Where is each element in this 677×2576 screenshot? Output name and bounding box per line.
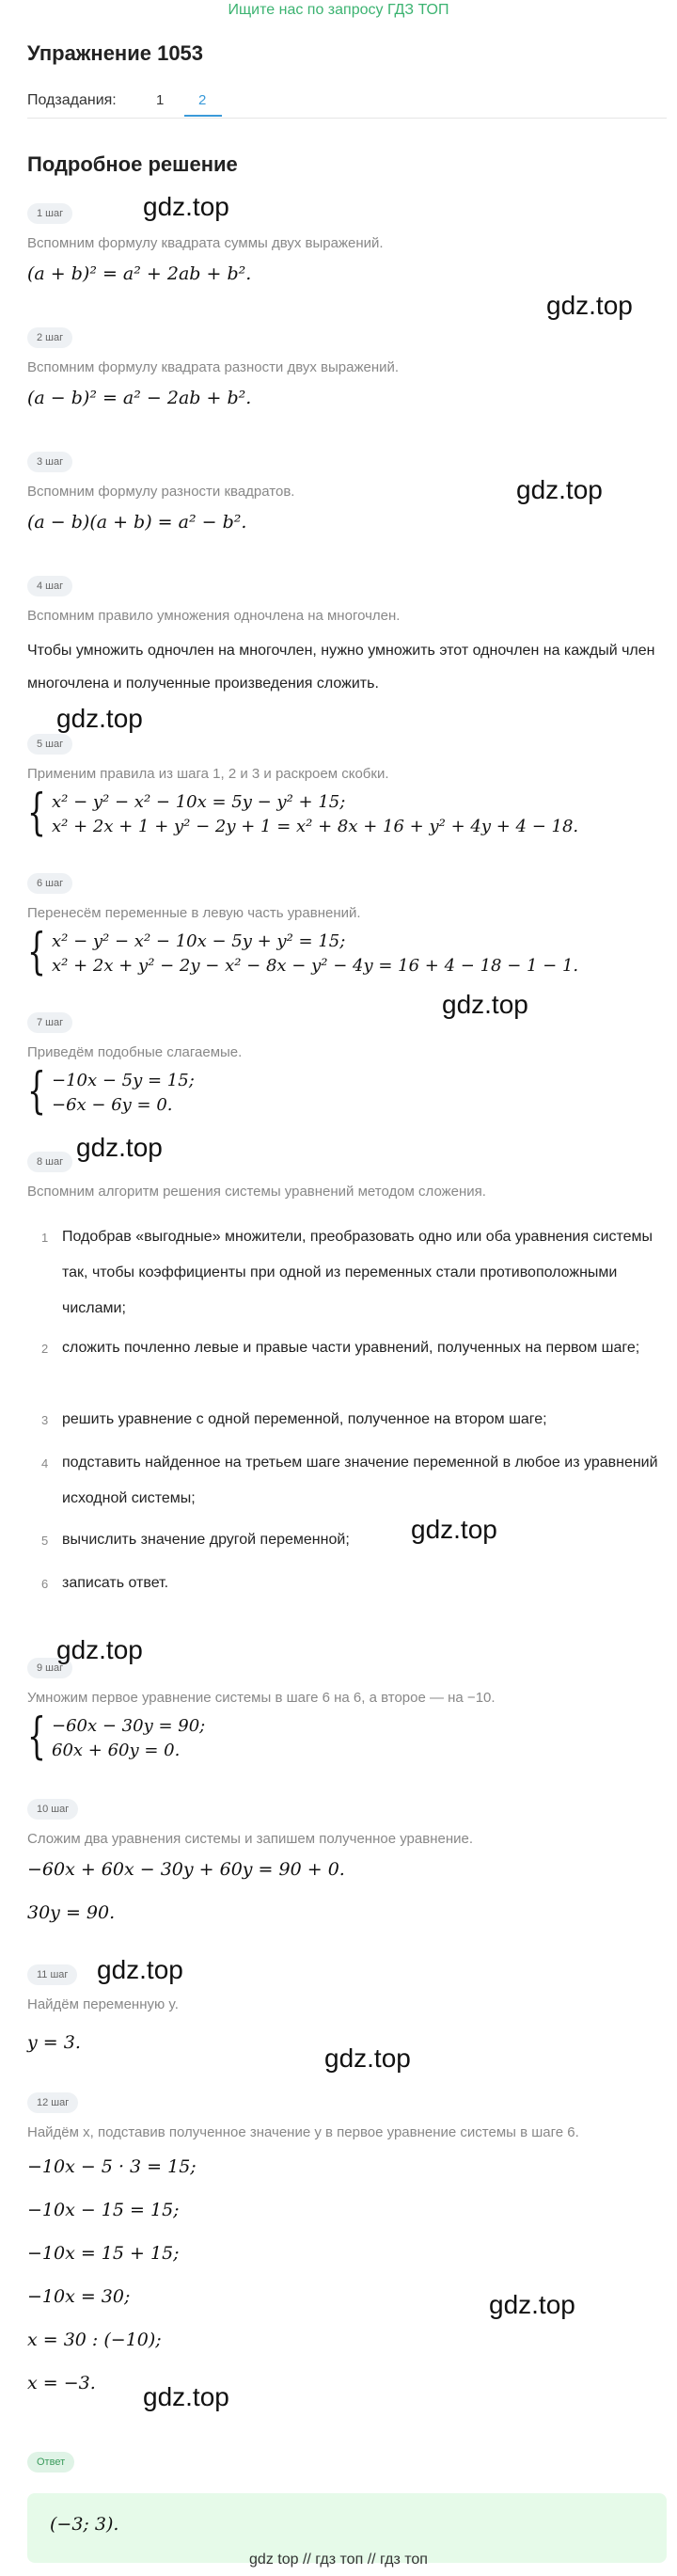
equation-12b: −10x − 15 = 15; (27, 2200, 180, 2220)
algorithm-item-num: 6 (41, 1577, 49, 1591)
watermark: gdz.top (489, 2290, 575, 2319)
step-badge-3: 3 шаг (27, 452, 72, 472)
formula-square-diff: (a − b)² = a² − 2ab + b². (27, 388, 252, 408)
equation-10a: −60x + 60x − 30y + 60y = 90 + 0. (27, 1859, 345, 1880)
step-badge-11: 11 шаг (27, 1964, 77, 1985)
formula-square-sum: (a + b)² = a² + 2ab + b². (27, 263, 252, 284)
brace-icon: { (27, 924, 46, 980)
step-hint-11: Найдём переменную y. (27, 1996, 179, 2012)
watermark: gdz.top (97, 1955, 183, 1984)
tabs-divider (27, 118, 667, 119)
equation-10b: 30y = 90. (27, 1902, 116, 1923)
equation-11: y = 3. (27, 2032, 81, 2053)
step-hint-12: Найдём x, подставив полученное значение y в первое уравнение системы в шаге 6. (27, 2124, 579, 2140)
step-badge-10: 10 шаг (27, 1799, 78, 1820)
equation-7b: −6x − 6y = 0. (52, 1095, 173, 1115)
equation-5a: x² − y² − x² − 10x = 5y − y² + 15; (52, 792, 346, 812)
watermark: gdz.top (56, 704, 143, 733)
step-badge-7: 7 шаг (27, 1012, 72, 1033)
solution-heading: Подробное решение (27, 152, 238, 176)
brace-icon: { (27, 1709, 46, 1765)
active-tab-indicator (184, 115, 222, 117)
formula-diff-squares: (a − b)(a + b) = a² − b². (27, 512, 247, 533)
watermark: gdz.top (411, 1515, 497, 1544)
step-hint-5: Применим правила из шага 1, 2 и 3 и раскроем скобки. (27, 766, 389, 782)
algorithm-item-4: подставить найденное на третьем шаге значение переменной в любое из уравнений исходной системы; (62, 1455, 658, 1506)
equation-12a: −10x − 5 · 3 = 15; (27, 2156, 197, 2177)
step-hint-1: Вспомним формулу квадрата суммы двух выражений. (27, 235, 384, 251)
equation-6b: x² + 2x + y² − 2y − x² − 8x − y² − 4y = 16 + 4 − 18 − 1 − 1. (52, 956, 579, 976)
footer-links[interactable]: gdz top // гдз топ // гдз топ (249, 2552, 428, 2568)
equation-9b: 60x + 60y = 0. (52, 1741, 181, 1760)
equation-7a: −10x − 5y = 15; (52, 1071, 195, 1090)
algorithm-item-3: решить уравнение с одной переменной, полученное на втором шаге; (62, 1411, 547, 1427)
algorithm-item-num: 1 (41, 1231, 49, 1245)
subtask-tab-2[interactable]: 2 (198, 92, 207, 108)
step-badge-1: 1 шаг (27, 203, 72, 224)
algorithm-item-num: 4 (41, 1456, 49, 1471)
step-badge-4: 4 шаг (27, 576, 72, 596)
brace-icon: { (27, 785, 46, 841)
step-badge-2: 2 шаг (27, 327, 72, 348)
rule-monomial-polynomial: Чтобы умножить одночлен на многочлен, нужно умножить этот одночлен на каждый член многочлена и полученные произведения сложить. (27, 643, 655, 692)
equation-12d: −10x = 30; (27, 2286, 131, 2307)
step-badge-5: 5 шаг (27, 734, 72, 755)
algorithm-item-6: записать ответ. (62, 1575, 169, 1591)
step-hint-3: Вспомним формулу разности квадратов. (27, 484, 295, 500)
watermark: gdz.top (76, 1133, 163, 1162)
watermark: gdz.top (143, 2382, 229, 2411)
answer-value: (−3; 3). (50, 2514, 119, 2535)
subtask-tab-1[interactable]: 1 (156, 92, 165, 108)
step-hint-2: Вспомним формулу квадрата разности двух выражений. (27, 359, 400, 375)
step-badge-8: 8 шаг (27, 1152, 72, 1172)
step-hint-10: Сложим два уравнения системы и запишем полученное уравнение. (27, 1831, 474, 1847)
watermark: gdz.top (324, 2043, 411, 2073)
step-badge-6: 6 шаг (27, 873, 72, 894)
equation-5b: x² + 2x + 1 + y² − 2y + 1 = x² + 8x + 16 + y² + 4y + 4 − 18. (52, 817, 579, 836)
algorithm-item-num: 2 (41, 1342, 49, 1356)
watermark: gdz.top (516, 475, 603, 504)
equation-6a: x² − y² − x² − 10x − 5y + y² = 15; (52, 931, 346, 951)
algorithm-item-2: сложить почленно левые и правые части уравнений, полученных на первом шаге; (62, 1340, 640, 1356)
equation-12c: −10x = 15 + 15; (27, 2243, 180, 2264)
step-hint-7: Приведём подобные слагаемые. (27, 1044, 243, 1060)
algorithm-item-5: вычислить значение другой переменной; (62, 1532, 350, 1548)
watermark: gdz.top (143, 192, 229, 221)
brace-icon: { (27, 1063, 46, 1120)
step-hint-9: Умножим первое уравнение системы в шаге 6 на 6, а второе — на −10. (27, 1690, 496, 1706)
watermark: gdz.top (56, 1635, 143, 1664)
subtasks-label: Подзадания: (27, 92, 117, 108)
page-title: Упражнение 1053 (27, 41, 204, 65)
watermark: gdz.top (442, 990, 528, 1019)
step-hint-6: Перенесём переменные в левую часть уравнений. (27, 905, 361, 921)
answer-badge: Ответ (27, 2452, 74, 2473)
equation-12e: x = 30 : (−10); (27, 2330, 162, 2350)
equation-9a: −60x − 30y = 90; (52, 1716, 206, 1736)
step-hint-8: Вспомним алгоритм решения системы уравнений методом сложения. (27, 1184, 486, 1200)
algorithm-item-num: 5 (41, 1534, 49, 1548)
search-hint-banner[interactable]: Ищите нас по запросу ГДЗ ТОП (228, 2, 449, 18)
algorithm-item-num: 3 (41, 1413, 49, 1427)
algorithm-item-1: Подобрав «выгодные» множители, преобразовать одно или оба уравнения системы так, чтобы коэффициенты при одной из переменных стали противоположными числами; (62, 1229, 653, 1316)
step-hint-4: Вспомним правило умножения одночлена на многочлен. (27, 608, 401, 624)
equation-12f: x = −3. (27, 2373, 96, 2393)
watermark: gdz.top (546, 291, 633, 320)
step-badge-9: 9 шаг (27, 1658, 72, 1678)
step-badge-12: 12 шаг (27, 2092, 78, 2113)
